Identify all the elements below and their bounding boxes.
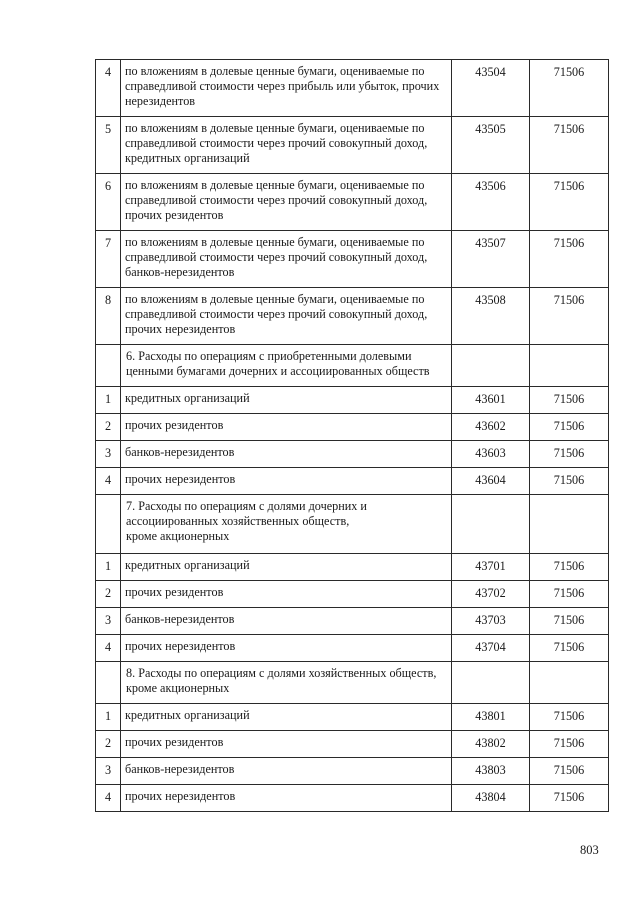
account-number: 43701 [452, 554, 530, 581]
table-row [96, 387, 609, 414]
row-number: 3 [96, 758, 121, 785]
section-heading-line: кроме акционерных [126, 529, 230, 543]
row-description: по вложениям в долевые ценные бумаги, оцениваемые по справедливой стоимости через прочий совокупный доход, кредитных организаций [121, 117, 452, 174]
section-header-row [96, 495, 609, 554]
table-row [96, 414, 609, 441]
corresponding-account: 71506 [530, 231, 609, 288]
section-heading: 8. Расходы по операциям с долями хозяйственных обществ, кроме акционерных [121, 662, 452, 704]
row-number: 4 [96, 60, 121, 117]
corresponding-account: 71506 [530, 758, 609, 785]
row-number [96, 345, 121, 387]
row-number: 4 [96, 635, 121, 662]
row-number: 3 [96, 608, 121, 635]
corresponding-account [530, 495, 609, 554]
table-row [96, 731, 609, 758]
row-number: 1 [96, 704, 121, 731]
account-number: 43508 [452, 288, 530, 345]
row-number: 5 [96, 117, 121, 174]
corresponding-account: 71506 [530, 117, 609, 174]
account-number [452, 662, 530, 704]
account-number [452, 495, 530, 554]
section-header-row [96, 662, 609, 704]
corresponding-account: 71506 [530, 785, 609, 812]
table-row [96, 608, 609, 635]
row-number: 7 [96, 231, 121, 288]
corresponding-account: 71506 [530, 414, 609, 441]
row-number: 4 [96, 785, 121, 812]
row-number: 8 [96, 288, 121, 345]
page-number: 803 [580, 843, 599, 857]
row-description: прочих резидентов [121, 414, 452, 441]
row-number [96, 495, 121, 554]
table-row [96, 468, 609, 495]
account-number: 43804 [452, 785, 530, 812]
row-number: 2 [96, 731, 121, 758]
section-heading-line: 7. Расходы по операциям с долями дочерних и [126, 499, 367, 513]
table-row [96, 758, 609, 785]
row-description: кредитных организаций [121, 704, 452, 731]
row-number [96, 662, 121, 704]
table-row [96, 635, 609, 662]
table-row [96, 441, 609, 468]
account-number: 43504 [452, 60, 530, 117]
table-row [96, 174, 609, 231]
account-number: 43506 [452, 174, 530, 231]
corresponding-account: 71506 [530, 731, 609, 758]
account-number: 43803 [452, 758, 530, 785]
section-header-row [96, 345, 609, 387]
table-row [96, 117, 609, 174]
account-number: 43801 [452, 704, 530, 731]
corresponding-account: 71506 [530, 60, 609, 117]
accounts-table [95, 59, 609, 812]
corresponding-account [530, 345, 609, 387]
row-description: банков-нерезидентов [121, 758, 452, 785]
corresponding-account [530, 662, 609, 704]
table-row [96, 288, 609, 345]
account-number: 43601 [452, 387, 530, 414]
account-number: 43507 [452, 231, 530, 288]
row-number: 6 [96, 174, 121, 231]
table-row [96, 704, 609, 731]
corresponding-account: 71506 [530, 554, 609, 581]
corresponding-account: 71506 [530, 608, 609, 635]
row-description: прочих нерезидентов [121, 785, 452, 812]
row-description: прочих резидентов [121, 581, 452, 608]
row-number: 1 [96, 554, 121, 581]
account-number [452, 345, 530, 387]
corresponding-account: 71506 [530, 288, 609, 345]
corresponding-account: 71506 [530, 441, 609, 468]
row-description: прочих нерезидентов [121, 635, 452, 662]
row-number: 2 [96, 414, 121, 441]
row-number: 1 [96, 387, 121, 414]
row-number: 3 [96, 441, 121, 468]
corresponding-account: 71506 [530, 635, 609, 662]
account-number: 43704 [452, 635, 530, 662]
corresponding-account: 71506 [530, 581, 609, 608]
corresponding-account: 71506 [530, 468, 609, 495]
account-number: 43603 [452, 441, 530, 468]
table-row [96, 554, 609, 581]
corresponding-account: 71506 [530, 174, 609, 231]
row-description: прочих резидентов [121, 731, 452, 758]
account-number: 43702 [452, 581, 530, 608]
row-description: по вложениям в долевые ценные бумаги, оцениваемые по справедливой стоимости через прочий совокупный доход, прочих резидентов [121, 174, 452, 231]
row-description: по вложениям в долевые ценные бумаги, оцениваемые по справедливой стоимости через прибыль или убыток, прочих нерезидентов [121, 60, 452, 117]
section-heading: 6. Расходы по операциям с приобретенными долевыми ценными бумагами дочерних и ассоциированных обществ [121, 345, 452, 387]
corresponding-account: 71506 [530, 704, 609, 731]
row-description: прочих нерезидентов [121, 468, 452, 495]
row-number: 4 [96, 468, 121, 495]
row-number: 2 [96, 581, 121, 608]
account-number: 43604 [452, 468, 530, 495]
section-heading-line: ассоциированных хозяйственных обществ, [126, 514, 350, 528]
account-number: 43602 [452, 414, 530, 441]
account-number: 43802 [452, 731, 530, 758]
row-description: по вложениям в долевые ценные бумаги, оцениваемые по справедливой стоимости через прочий совокупный доход, банков-нерезидентов [121, 231, 452, 288]
row-description: банков-нерезидентов [121, 608, 452, 635]
table-row [96, 60, 609, 117]
account-number: 43703 [452, 608, 530, 635]
table-row [96, 785, 609, 812]
account-number: 43505 [452, 117, 530, 174]
corresponding-account: 71506 [530, 387, 609, 414]
table-row [96, 581, 609, 608]
row-description: по вложениям в долевые ценные бумаги, оцениваемые по справедливой стоимости через прочий совокупный доход, прочих нерезидентов [121, 288, 452, 345]
row-description: банков-нерезидентов [121, 441, 452, 468]
section-heading [121, 495, 452, 554]
row-description: кредитных организаций [121, 387, 452, 414]
table-row [96, 231, 609, 288]
row-description: кредитных организаций [121, 554, 452, 581]
